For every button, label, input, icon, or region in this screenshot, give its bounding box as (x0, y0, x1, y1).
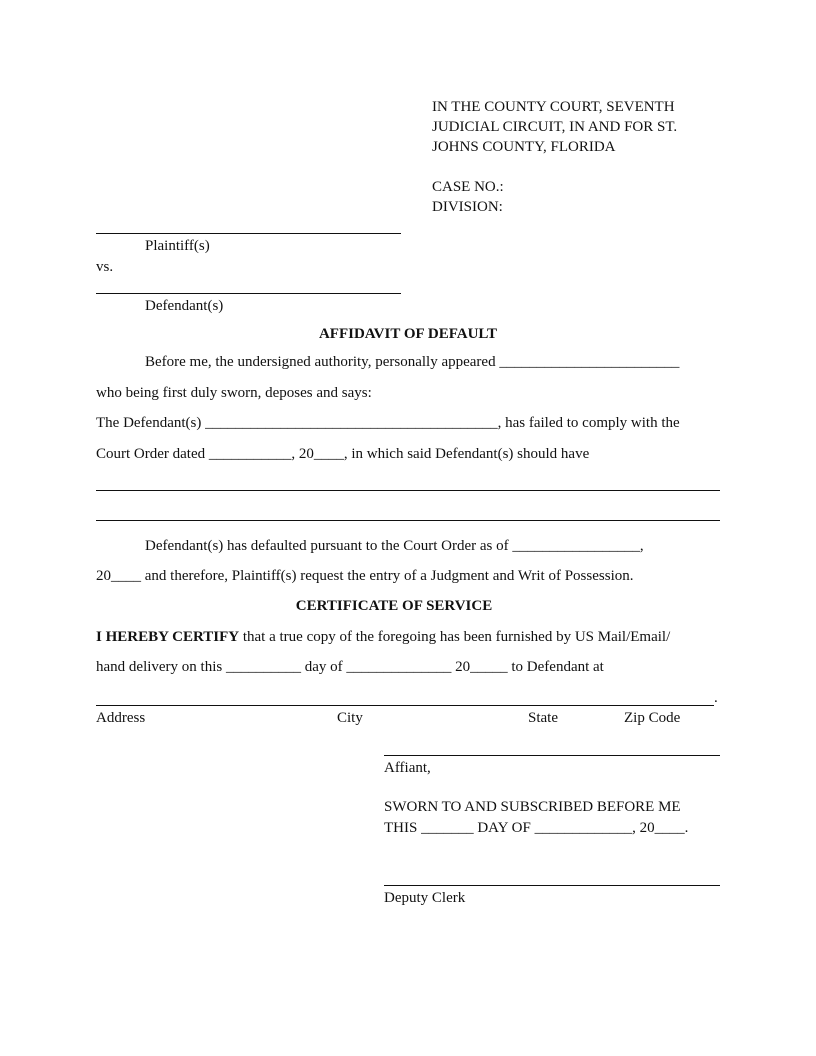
defendant-name-line (96, 293, 401, 294)
division-label: DIVISION: (432, 199, 503, 215)
deputy-clerk-signature-line (384, 885, 720, 886)
affidavit-line-6: 20____ and therefore, Plaintiff(s) request the entry of a Judgment and Writ of Possession. (96, 568, 634, 584)
court-name-line-2: JUDICIAL CIRCUIT, IN AND FOR ST. (432, 119, 678, 135)
affiant-signature-line (384, 755, 720, 756)
case-number-label: CASE NO.: (432, 179, 504, 195)
affidavit-line-2: who being first duly sworn, deposes and says: (96, 385, 372, 401)
court-name-line-3: JOHNS COUNTY, FLORIDA (432, 139, 616, 155)
affidavit-line-5: Defendant(s) has defaulted pursuant to the Court Order as of _________________, (145, 538, 644, 554)
court-name-line-1: IN THE COUNTY COURT, SEVENTH (432, 99, 675, 115)
certificate-title: CERTIFICATE OF SERVICE (295, 598, 493, 614)
address-label: Address (96, 710, 146, 726)
plaintiff-label: Plaintiff(s) (145, 238, 210, 254)
defendant-label: Defendant(s) (145, 298, 224, 314)
sworn-line-2: THIS _______ DAY OF _____________, 20____. (384, 820, 689, 836)
affidavit-line-4: Court Order dated ___________, 20____, in which said Defendant(s) should have (96, 446, 590, 462)
zip-code-label: Zip Code (624, 710, 681, 726)
certify-lead: I HEREBY CERTIFY (96, 629, 240, 645)
blank-line-2 (96, 520, 720, 521)
affidavit-line-1: Before me, the undersigned authority, personally appeared ________________________ (145, 354, 680, 370)
deputy-clerk-label: Deputy Clerk (384, 890, 466, 906)
address-line (96, 705, 714, 706)
certificate-line-1 (96, 627, 670, 647)
affidavit-title: AFFIDAVIT OF DEFAULT (318, 326, 498, 342)
versus-label: vs. (96, 259, 114, 275)
city-label: City (337, 710, 363, 726)
state-label: State (528, 710, 558, 726)
affiant-label: Affiant, (384, 760, 431, 776)
certify-rest: that a true copy of the foregoing has been furnished by US Mail/Email/ (239, 629, 671, 645)
blank-line-1 (96, 490, 720, 491)
certificate-line-2: hand delivery on this __________ day of ______________ 20_____ to Defendant at (96, 659, 604, 675)
plaintiff-name-line (96, 233, 401, 234)
sworn-line-1: SWORN TO AND SUBSCRIBED BEFORE ME (384, 799, 681, 815)
affidavit-line-3: The Defendant(s) _______________________________________, has failed to comply with the (96, 415, 680, 431)
address-line-period: . (714, 690, 718, 706)
